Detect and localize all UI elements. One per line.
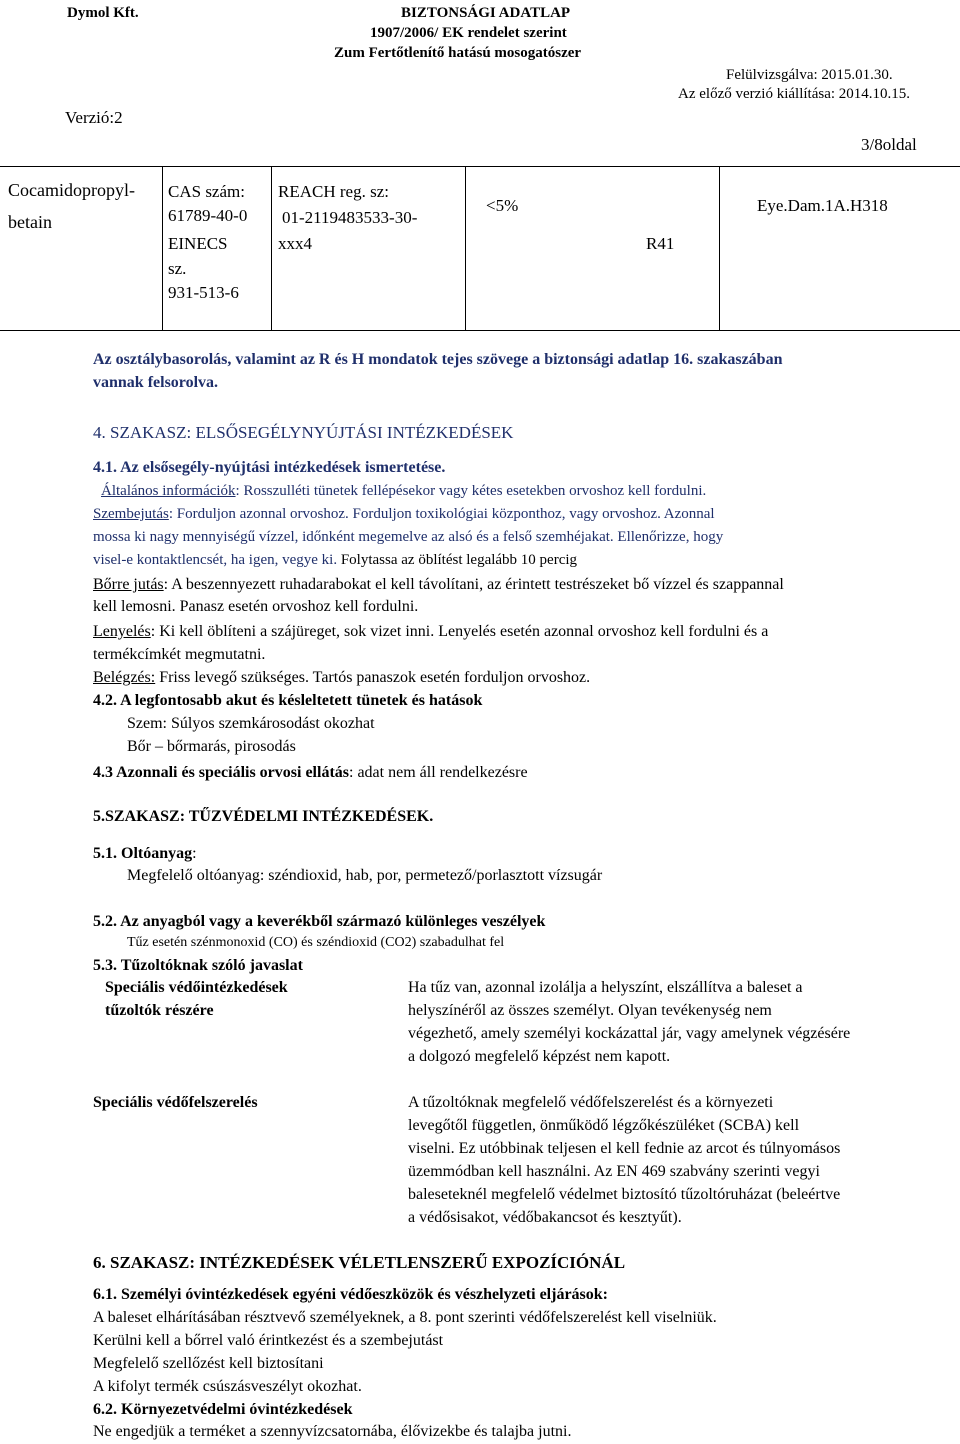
subsection-4-1: 4.1. Az elsősegély-nyújtási intézkedések ismertetése. [93,459,446,476]
eye-contact-line-3 [93,552,577,569]
cas-label: CAS szám: [168,182,245,201]
skin-symptom: Bőr – bőrmarás, pirosodás [127,738,296,755]
personal-precaution-3: Megfelelő szellőzést kell biztosítani [93,1355,324,1372]
einecs-sz: sz. [168,259,187,278]
reach-label: REACH reg. sz: [278,182,389,201]
section-6-heading: 6. SZAKASZ: INTÉZKEDÉSEK VÉLETLENSZERŰ EXPOZÍCIÓNÁL [93,1253,626,1272]
firefighter-measures-text-1: Ha tűz van, azonnal izolálja a helyszínt, elszállítva a baleset a [408,979,803,996]
swallowing-text: : Ki kell öblíteni a szájüreget, sok vizet inni. Lenyelés esetén azonnal orvoshoz kell fordulni és a [150,623,769,640]
general-info-label: Általános információk [101,483,236,499]
environmental-precaution: Ne engedjük a terméket a szennyvízcsatornába, élővizekbe és talajba jutni. [93,1423,572,1440]
hazard-class: Eye.Dam.1A.H318 [757,196,888,215]
protective-equipment-text-6: a védősisakot, védőbakancsot és kesztyűt). [408,1209,682,1226]
personal-precaution-2: Kerülni kell a bőrrel való érintkezést és a szembejutást [93,1332,444,1349]
eye-rinse-duration: Folytassa az öblítést legalább 10 percig [337,552,578,568]
firefighter-measures-label-2: tűzoltók részére [105,1002,214,1019]
firefighter-measures-label: Speciális védőintézkedések [105,979,288,996]
concentration: <5% [486,196,519,215]
substance-name: Cocamidopropyl- [8,180,135,200]
protective-equipment-label: Speciális védőfelszerelés [93,1094,258,1111]
protective-equipment-text-1: A tűzoltóknak megfelelő védőfelszerelést és a környezeti [408,1094,774,1111]
firefighter-measures-text-4: a dolgozó megfelelő képzést nem kapott. [408,1048,671,1065]
eye-contact-text: : Forduljon azonnal orvoshoz. Forduljon toxikológiai központhoz, vagy orvoshoz. Azonnal [168,506,715,522]
subsection-5-2: 5.2. Az anyagból vagy a keverékből származó különleges veszélyek [93,913,546,930]
personal-precaution-1: A baleset elhárításában résztvevő személyeknek, a 8. pont szerinti védőfelszerelést kell viselniük. [93,1309,717,1326]
document-title: BIZTONSÁGI ADATLAP [401,5,571,21]
protective-equipment-text-4: üzemmódban kell használni. Az EN 469 szabvány szerinti vegyi [408,1163,820,1180]
subsection-4-2: 4.2. A legfontosabb akut és késleltetett tünetek és hatások [93,692,483,709]
eye-contact-lens: visel-e kontaktlencsét, ha igen, vegye ki. [93,552,338,568]
classification-note-2: vannak felsorolva. [93,374,219,391]
skin-contact [93,576,784,594]
reach-number-2: xxx4 [278,234,312,253]
substance-name-2: betain [8,212,52,232]
regulation-line: 1907/2006/ EK rendelet szerint [370,25,567,41]
subsection-5-1 [93,845,197,863]
general-info [101,483,706,500]
skin-contact-label: Bőrre jutás [93,576,164,593]
section-5-heading: 5.SZAKASZ: TŰZVÉDELMI INTÉZKEDÉSEK. [93,808,434,825]
eye-contact [93,506,715,523]
subsection-4-3 [93,764,528,782]
company-name: Dymol Kft. [67,5,139,21]
previous-version-date: Az előző verzió kiállítása: 2014.10.15. [678,86,911,102]
cas-number: 61789-40-0 [168,206,248,225]
special-hazards: Tűz esetén szénmonoxid (CO) és széndioxid (CO2) szabadulhat fel [127,935,505,950]
inhalation-label: Belégzés: [93,669,156,686]
subsection-4-3-title: 4.3 Azonnali és speciális orvosi ellátás [93,764,349,781]
protective-equipment-text-5: baleseteknél megfelelő védelmet biztosító tűzoltóruházat (beleértve [408,1186,841,1203]
inhalation-text: Friss levegő szükséges. Tartós panaszok esetén forduljon orvoshoz. [155,669,591,686]
protective-equipment-text-2: levegőtől független, önműködő légzőkészüléket (SCBA) kell [408,1117,800,1134]
subsection-6-2: 6.2. Környezetvédelmi óvintézkedések [93,1401,353,1418]
inhalation [93,669,590,687]
eye-symptom: Szem: Súlyos szemkárosodást okozhat [127,715,375,732]
subsection-5-1-colon: : [192,845,197,862]
firefighter-measures-text-3: végezhető, amely személyi kockázattal jár, vagy amelynek végzésére [408,1025,851,1042]
classification-note: Az osztálybasorolás, valamint az R és H mondatok tejes szövege a biztonsági adatlap 16. szakaszában [93,351,783,368]
firefighter-measures-text-2: helyszínéről az összes személyt. Olyan tevékenység nem [408,1002,772,1019]
page-number: 3/8oldal [861,135,917,154]
subsection-5-1-title: 5.1. Oltóanyag [93,845,193,862]
swallowing-line-2: termékcímkét megmutatni. [93,646,266,663]
r-phrase: R41 [646,234,675,253]
revision-date: Felülvizsgálva: 2015.01.30. [726,67,893,83]
skin-contact-text: : A beszennyezett ruhadarabokat el kell távolítani, az érintett testrészeket bő vízzel és szappannal [163,576,784,593]
extinguishing-media: Megfelelő oltóanyag: széndioxid, hab, por, permetező/porlasztott vízsugár [127,867,603,884]
reach-number: 01-2119483533-30- [282,208,418,227]
swallowing-label: Lenyelés [93,623,151,640]
personal-precaution-4: A kifolyt termék csúszásveszélyt okozhat. [93,1378,362,1395]
skin-contact-line-2: kell lemosni. Panasz esetén orvoshoz kell fordulni. [93,598,419,615]
version-label: Verzió:2 [65,108,123,127]
swallowing [93,623,768,641]
product-name: Zum Fertőtlenítő hatású mosogatószer [334,45,582,61]
subsection-5-3: 5.3. Tűzoltóknak szóló javaslat [93,957,303,974]
eye-contact-label: Szembejutás [93,506,169,522]
eye-contact-line-2: mossa ki nagy mennyiségű vízzel, időnként megemelve az alsó és a felső szemhéjakat. Ellenőrizze, hogy [93,529,724,545]
general-info-text: : Rosszulléti tünetek fellépésekor vagy kétes esetekben orvoshoz kell fordulni. [235,483,707,499]
einecs-label: EINECS [168,234,228,253]
section-4-heading: 4. SZAKASZ: ELSŐSEGÉLYNYÚJTÁSI INTÉZKEDÉSEK [93,423,514,442]
einecs-number: 931-513-6 [168,283,239,302]
subsection-4-3-text: : adat nem áll rendelkezésre [349,764,528,781]
protective-equipment-text-3: viselni. Ez utóbbinak teljesen el kell fednie az arcot és túlnyomásos [408,1140,841,1157]
subsection-6-1: 6.1. Személyi óvintézkedések egyéni védőeszközök és vészhelyzeti eljárások: [93,1286,609,1303]
